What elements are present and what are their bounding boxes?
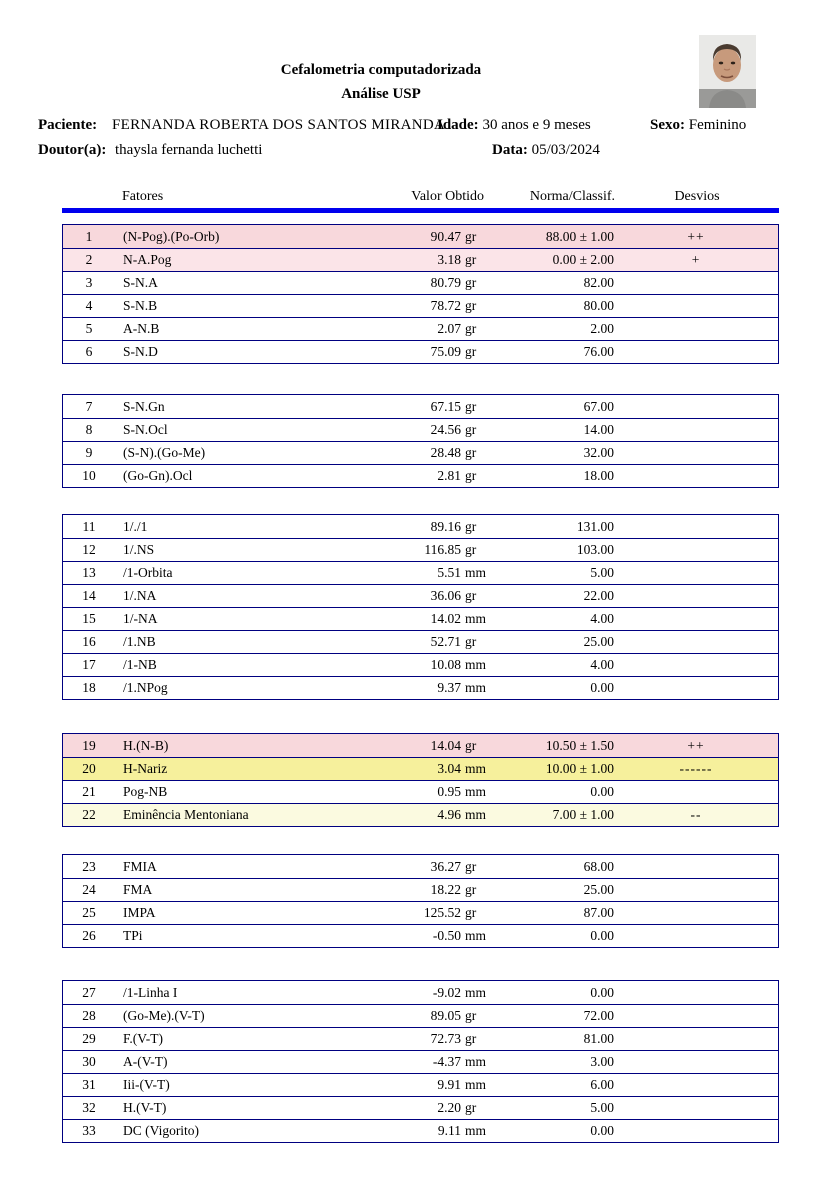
report-title-block <box>0 62 762 103</box>
value-unit: mm <box>465 807 487 822</box>
measured-value: 80.79 <box>430 275 461 290</box>
factor-name: Pog-NB <box>123 784 168 799</box>
value-unit: gr <box>465 1100 477 1115</box>
table-section <box>62 733 779 827</box>
table-row <box>63 271 778 294</box>
factor-name: FMIA <box>123 858 157 874</box>
norm-value: 68.00 <box>583 858 614 874</box>
factor-name: TPi <box>123 928 143 943</box>
factor-name: S-N.D <box>123 344 158 359</box>
table-row <box>63 1119 778 1142</box>
norm-value: 76.00 <box>583 344 614 359</box>
factor-name: /1-NB <box>123 657 157 672</box>
table-row <box>63 757 778 780</box>
portrait-photo-graphic <box>699 35 756 108</box>
value-unit: gr <box>465 228 477 244</box>
norm-value: 0.00 <box>590 928 614 943</box>
report-subtitle: Análise USP <box>341 86 421 102</box>
table-row <box>63 981 778 1004</box>
factor-name: 1/.NA <box>123 588 157 603</box>
measured-value: 75.09 <box>430 344 461 359</box>
measured-value: 3.04 <box>437 761 461 776</box>
measured-value: 89.16 <box>430 518 461 534</box>
measured-value: 72.73 <box>430 1031 461 1046</box>
factor-name: Iii-(V-T) <box>123 1077 170 1092</box>
deviation-marker: ------ <box>679 761 713 776</box>
value-unit: gr <box>465 468 477 483</box>
measured-value: 10.08 <box>430 657 461 672</box>
factor-name: DC (Vigorito) <box>123 1123 200 1138</box>
measured-value: -4.37 <box>432 1054 461 1069</box>
factor-name: S-N.Gn <box>123 398 165 414</box>
norm-value: 131.00 <box>576 518 614 534</box>
factor-name: A-(V-T) <box>123 1054 168 1069</box>
factor-name: S-N.A <box>123 275 158 290</box>
value-unit: gr <box>465 518 477 534</box>
norm-value: 0.00 <box>590 1123 614 1138</box>
report-title: Cefalometria computadorizada <box>280 62 482 78</box>
value-unit: gr <box>465 634 477 649</box>
table-row <box>63 317 778 340</box>
row-number: 32 <box>82 1100 96 1115</box>
value-unit: gr <box>465 398 477 414</box>
measured-value: 52.71 <box>430 634 461 649</box>
value-unit: gr <box>465 344 477 359</box>
row-number: 18 <box>82 680 96 695</box>
row-number: 5 <box>85 321 93 336</box>
table-row <box>63 464 778 487</box>
row-number: 23 <box>82 858 96 874</box>
norm-value: 10.00 ± 1.00 <box>545 761 614 776</box>
value-unit: mm <box>465 680 487 695</box>
table-row <box>63 878 778 901</box>
factor-name: /1-Orbita <box>123 565 173 580</box>
value-unit: mm <box>465 1054 487 1069</box>
table-row <box>63 225 778 248</box>
value-unit: gr <box>465 542 477 557</box>
date-group <box>492 142 600 159</box>
patient-portrait-photo <box>699 35 756 108</box>
factor-name: H.(N-B) <box>123 737 169 753</box>
table-row <box>63 803 778 826</box>
measured-value: 36.06 <box>430 588 461 603</box>
norm-value: 4.00 <box>590 657 614 672</box>
row-number: 19 <box>82 737 96 753</box>
norm-value: 81.00 <box>583 1031 614 1046</box>
row-number: 26 <box>82 928 96 943</box>
table-row <box>63 1073 778 1096</box>
measured-value: 89.05 <box>430 1008 461 1023</box>
doctor-label: Doutor(a): <box>38 142 107 158</box>
date-label: Data: <box>492 142 528 158</box>
measured-value: 36.27 <box>430 858 461 874</box>
measured-value: 9.91 <box>437 1077 461 1092</box>
factor-name: /1.NB <box>123 634 156 649</box>
age-group <box>437 117 591 134</box>
table-row <box>63 340 778 363</box>
table-row <box>63 780 778 803</box>
norm-value: 22.00 <box>583 588 614 603</box>
table-row <box>63 561 778 584</box>
norm-value: 32.00 <box>583 445 614 460</box>
norm-value: 88.00 ± 1.00 <box>545 228 614 244</box>
factor-name: S-N.Ocl <box>123 422 168 437</box>
row-number: 31 <box>82 1077 96 1092</box>
factor-name: 1/./1 <box>123 518 148 534</box>
measured-value: 125.52 <box>423 905 461 920</box>
table-row <box>63 855 778 878</box>
value-unit: gr <box>465 445 477 460</box>
table-row <box>63 676 778 699</box>
norm-value: 3.00 <box>590 1054 614 1069</box>
factor-name: H.(V-T) <box>123 1100 167 1115</box>
table-section <box>62 980 779 1143</box>
row-number: 4 <box>85 298 93 313</box>
table-row <box>63 538 778 561</box>
value-unit: gr <box>465 422 477 437</box>
measured-value: 3.18 <box>437 252 461 267</box>
factor-name: 1/-NA <box>123 611 158 626</box>
factor-name: (Go-Gn).Ocl <box>123 468 193 483</box>
measured-value: 9.37 <box>437 680 461 695</box>
measured-value: 90.47 <box>430 228 461 244</box>
value-unit: gr <box>465 858 477 874</box>
table-row <box>63 607 778 630</box>
column-header-norm: Norma/Classif. <box>529 189 615 204</box>
row-number: 33 <box>82 1123 96 1138</box>
value-unit: mm <box>465 611 487 626</box>
table-row <box>63 630 778 653</box>
norm-value: 14.00 <box>583 422 614 437</box>
row-number: 25 <box>82 905 96 920</box>
factor-name: A-N.B <box>123 321 160 336</box>
factor-name: 1/.NS <box>123 542 155 557</box>
table-row <box>63 901 778 924</box>
column-header-factors: Fatores <box>122 189 164 204</box>
norm-value: 5.00 <box>590 1100 614 1115</box>
row-number: 1 <box>85 228 93 244</box>
measured-value: -0.50 <box>432 928 461 943</box>
table-row <box>63 1027 778 1050</box>
value-unit: mm <box>465 565 487 580</box>
table-row <box>63 1004 778 1027</box>
patient-label: Paciente: <box>38 117 98 133</box>
measured-value: 0.95 <box>437 784 461 799</box>
table-row <box>63 734 778 757</box>
measured-value: 67.15 <box>430 398 461 414</box>
table-row <box>63 418 778 441</box>
value-unit: gr <box>465 737 477 753</box>
row-number: 29 <box>82 1031 96 1046</box>
norm-value: 10.50 ± 1.50 <box>545 737 614 753</box>
sex-label: Sexo: <box>650 117 685 133</box>
table-row <box>63 294 778 317</box>
norm-value: 82.00 <box>583 275 614 290</box>
value-unit: mm <box>465 784 487 799</box>
table-row <box>63 1096 778 1119</box>
norm-value: 25.00 <box>583 882 614 897</box>
measured-value: 78.72 <box>430 298 461 313</box>
norm-value: 0.00 <box>590 784 614 799</box>
factor-name: N-A.Pog <box>123 252 172 267</box>
row-number: 15 <box>82 611 96 626</box>
row-number: 17 <box>82 657 96 672</box>
measured-value: 2.07 <box>437 321 461 336</box>
value-unit: mm <box>465 984 487 1000</box>
row-number: 22 <box>82 807 96 822</box>
value-unit: gr <box>465 298 477 313</box>
row-number: 12 <box>82 542 96 557</box>
norm-value: 87.00 <box>583 905 614 920</box>
sex-value: Feminino <box>688 117 747 133</box>
measured-value: 28.48 <box>430 445 461 460</box>
table-section <box>62 224 779 364</box>
factor-name: /1-Linha I <box>123 984 178 1000</box>
value-unit: gr <box>465 252 477 267</box>
row-number: 20 <box>82 761 96 776</box>
factor-name: H-Nariz <box>123 761 168 776</box>
table-row <box>63 441 778 464</box>
age-label: Idade: <box>437 117 479 133</box>
report-sections <box>62 224 779 1143</box>
factor-name: S-N.B <box>123 298 158 313</box>
age-value: 30 anos e 9 meses <box>482 117 591 133</box>
row-number: 27 <box>82 984 96 1000</box>
measured-value: 116.85 <box>424 542 461 557</box>
sex-group <box>650 117 746 134</box>
factor-name: Eminência Mentoniana <box>123 807 249 822</box>
norm-value: 72.00 <box>583 1008 614 1023</box>
column-header-deviations: Desvios <box>674 189 720 204</box>
measured-value: -9.02 <box>432 984 461 1000</box>
table-row <box>63 584 778 607</box>
factor-name: /1.NPog <box>123 680 168 695</box>
value-unit: gr <box>465 1008 477 1023</box>
norm-value: 6.00 <box>590 1077 614 1092</box>
row-number: 24 <box>82 882 96 897</box>
table-row <box>63 248 778 271</box>
row-number: 6 <box>85 344 93 359</box>
norm-value: 2.00 <box>590 321 614 336</box>
measured-value: 2.81 <box>437 468 461 483</box>
row-number: 28 <box>82 1008 96 1023</box>
value-unit: mm <box>465 1123 487 1138</box>
patient-info-line <box>0 117 840 137</box>
value-unit: gr <box>465 882 477 897</box>
norm-value: 0.00 ± 2.00 <box>552 252 614 267</box>
norm-value: 25.00 <box>583 634 614 649</box>
norm-value: 4.00 <box>590 611 614 626</box>
value-unit: mm <box>465 657 487 672</box>
deviation-marker: ++ <box>687 737 705 753</box>
measured-value: 5.51 <box>437 565 461 580</box>
row-number: 11 <box>82 518 96 534</box>
table-section <box>62 514 779 700</box>
factor-name: IMPA <box>123 905 156 920</box>
value-unit: gr <box>465 588 477 603</box>
norm-value: 80.00 <box>583 298 614 313</box>
value-unit: gr <box>465 321 477 336</box>
factor-name: FMA <box>123 882 153 897</box>
column-header-row <box>62 186 779 205</box>
column-header-measured-value: Valor Obtido <box>411 189 484 204</box>
norm-value: 7.00 ± 1.00 <box>552 807 614 822</box>
table-row <box>63 515 778 538</box>
value-unit: gr <box>465 905 477 920</box>
date-value: 05/03/2024 <box>531 142 600 158</box>
value-unit: mm <box>465 928 487 943</box>
deviation-marker: -- <box>690 807 702 822</box>
row-number: 16 <box>82 634 96 649</box>
factor-name: (S-N).(Go-Me) <box>123 445 206 460</box>
doctor-info-line <box>0 142 840 162</box>
measured-value: 14.02 <box>430 611 461 626</box>
row-number: 21 <box>82 784 96 799</box>
measured-value: 18.22 <box>430 882 461 897</box>
factor-name: F.(V-T) <box>123 1031 164 1046</box>
row-number: 13 <box>82 565 96 580</box>
norm-value: 0.00 <box>590 680 614 695</box>
norm-value: 103.00 <box>576 542 614 557</box>
value-unit: mm <box>465 1077 487 1092</box>
row-number: 3 <box>85 275 93 290</box>
norm-value: 67.00 <box>583 398 614 414</box>
table-row <box>63 395 778 418</box>
table-row <box>63 653 778 676</box>
measured-value: 9.11 <box>437 1123 461 1138</box>
table-section <box>62 854 779 948</box>
measured-value: 24.56 <box>430 422 461 437</box>
value-unit: gr <box>465 1031 477 1046</box>
norm-value: 18.00 <box>583 468 614 483</box>
table-row <box>63 1050 778 1073</box>
deviation-marker: ++ <box>687 228 705 244</box>
norm-value: 0.00 <box>590 984 614 1000</box>
row-number: 30 <box>82 1054 96 1069</box>
row-number: 14 <box>82 588 96 603</box>
row-number: 8 <box>85 422 93 437</box>
value-unit: mm <box>465 761 487 776</box>
table-section <box>62 394 779 488</box>
deviation-marker: + <box>691 252 701 267</box>
patient-name: FERNANDA ROBERTA DOS SANTOS MIRANDA <box>112 117 446 133</box>
value-unit: gr <box>465 275 477 290</box>
measured-value: 14.04 <box>430 737 461 753</box>
doctor-name: thaysla fernanda luchetti <box>115 142 263 158</box>
row-number: 10 <box>82 468 96 483</box>
measured-value: 2.20 <box>437 1100 461 1115</box>
header-divider-bar <box>62 208 779 213</box>
measurements-report <box>62 186 779 1143</box>
table-row <box>63 924 778 947</box>
row-number: 9 <box>85 445 93 460</box>
norm-value: 5.00 <box>590 565 614 580</box>
row-number: 2 <box>85 252 93 267</box>
measured-value: 4.96 <box>437 807 461 822</box>
factor-name: (N-Pog).(Po-Orb) <box>123 228 220 244</box>
row-number: 7 <box>85 398 93 414</box>
factor-name: (Go-Me).(V-T) <box>123 1008 205 1023</box>
